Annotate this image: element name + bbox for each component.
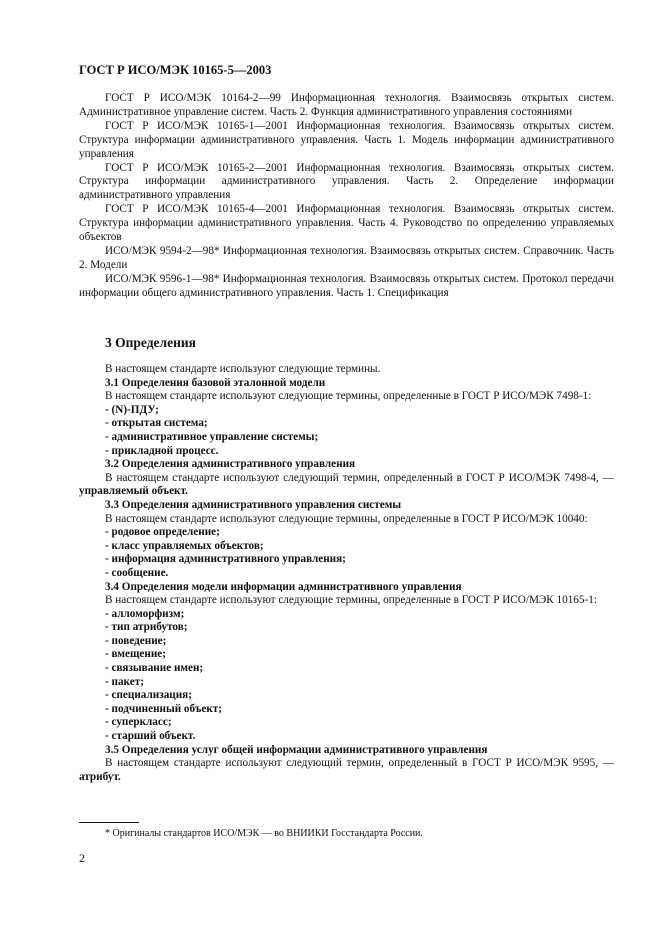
reference-item: ГОСТ Р ИСО/МЭК 10165-4—2001 Информационная технология. Взаимосвязь открытых систем. Структура информации административного управления. Часть 4. Руководство по определению управляемых объектов: [79, 203, 614, 244]
subsection-text-body: В настоящем стандарте используют следующий термин, определенный в ГОСТ Р ИСО/МЭК 9595, —: [105, 757, 614, 770]
reference-item: ГОСТ Р ИСО/МЭК 10165-1—2001 Информационная технология. Взаимосвязь открытых систем. Структура информации административного управления. Часть 1. Модель информации административного управления: [79, 119, 614, 160]
term-item: - информация административного управления;: [105, 553, 346, 566]
subsection-title: 3.2 Определения административного управления: [105, 458, 356, 471]
term-item: - родовое определение;: [105, 526, 220, 539]
term-item: - старший объект.: [105, 730, 196, 743]
reference-item: ГОСТ Р ИСО/МЭК 10164-2—99 Информационная технология. Взаимосвязь открытых систем. Административное управление систем. Часть 2. Функция административного управления состояниями: [79, 92, 614, 118]
term-item: - пакет;: [105, 675, 144, 688]
term-list: [79, 608, 614, 744]
subsection-title: 3.3 Определения административного управления системы: [105, 498, 402, 511]
subsection-text: [79, 757, 614, 784]
references-list: [79, 92, 614, 301]
term-item: - открытая система;: [105, 417, 208, 430]
term-item: - вмещение;: [105, 648, 166, 661]
term-item: - связывание имен;: [105, 662, 204, 675]
term-item: - сообщение.: [105, 566, 169, 579]
subsection-title: 3.1 Определения базовой эталонной модели: [105, 376, 326, 389]
subsection-text: В настоящем стандарте используют следующие термины, определенные в ГОСТ Р ИСО/МЭК 7498-1:: [105, 390, 592, 403]
reference-item: ИСО/МЭК 9594-2—98* Информационная технология. Взаимосвязь открытых систем. Справочник. Часть 2. Модели: [79, 244, 614, 271]
term-item: - суперкласс;: [105, 716, 172, 729]
term-item: - (N)-ПДУ;: [105, 403, 159, 416]
footnote: * Оригиналы стандартов ИСО/МЭК — во ВНИИКИ Госстандарта России.: [105, 828, 423, 839]
footnote-divider: [79, 822, 139, 823]
term-list: [79, 404, 614, 458]
page-header: ГОСТ Р ИСО/МЭК 10165-5—2003: [79, 63, 272, 77]
subsection-title: 3.5 Определения услуг общей информации административного управления: [105, 743, 488, 756]
subsection-text: [79, 472, 614, 499]
term-item: - прикладной процесс.: [105, 444, 219, 457]
intro-text: В настоящем стандарте используют следующие термины.: [105, 363, 381, 375]
reference-item: ИСО/МЭК 9596-1—98* Информационная технология. Взаимосвязь открытых систем. Протокол передачи информации общего административного управления. Часть 1. Спецификация: [79, 272, 614, 299]
subsection-text: В настоящем стандарте используют следующие термины, определенные в ГОСТ Р ИСО/МЭК 10040:: [105, 512, 588, 525]
reference-item: ГОСТ Р ИСО/МЭК 10165-2—2001 Информационная технология. Взаимосвязь открытых систем. Структура информации административного управления. Часть 2. Определение информации административного управления: [79, 161, 614, 202]
subsection-text-body: В настоящем стандарте используют следующий термин, определенный в ГОСТ Р ИСО/МЭК 7498-4, —: [105, 471, 614, 484]
term-item: атрибут.: [79, 770, 121, 783]
term-item: - специализация;: [105, 689, 192, 702]
term-item: - подчиненный объект;: [105, 702, 222, 715]
term-item: - тип атрибутов;: [105, 621, 188, 634]
term-list: [79, 526, 614, 580]
term-item: - алломорфизм;: [105, 607, 185, 620]
term-item: управляемый объект.: [79, 485, 188, 498]
subsection-text: В настоящем стандарте используют следующие термины, определенные в ГОСТ Р ИСО/МЭК 10165-1:: [105, 594, 597, 607]
section-title: 3 Определения: [105, 335, 196, 350]
term-item: - класс управляемых объектов;: [105, 539, 264, 552]
subsection-title: 3.4 Определения модели информации административного управления: [105, 580, 462, 593]
term-item: - поведение;: [105, 634, 167, 647]
definitions-body: [79, 363, 614, 784]
term-item: - административное управление системы;: [105, 430, 319, 443]
page-number: 2: [79, 851, 85, 865]
